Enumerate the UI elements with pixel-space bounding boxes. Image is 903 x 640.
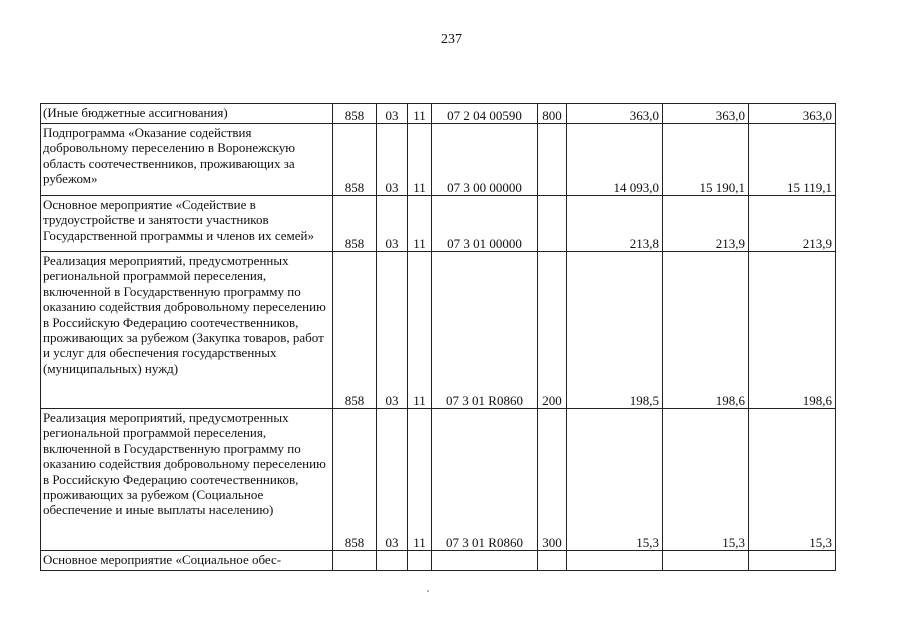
row-name: Подпрограмма «Оказание содействия добровольному переселению в Воронежскую область соотечественников, проживающих за рубежом» xyxy=(41,124,333,196)
row-year2: 213,9 xyxy=(663,196,749,252)
row-year1 xyxy=(567,551,663,571)
row-csr: 07 3 01 R0860 xyxy=(432,252,538,409)
row-vr xyxy=(538,551,567,571)
row-year3: 15,3 xyxy=(749,409,836,551)
row-year1: 14 093,0 xyxy=(567,124,663,196)
row-vr: 300 xyxy=(538,409,567,551)
row-year2: 363,0 xyxy=(663,104,749,124)
row-year3 xyxy=(749,551,836,571)
row-rz: 03 xyxy=(377,252,408,409)
row-pr: 11 xyxy=(408,252,432,409)
row-rz: 03 xyxy=(377,124,408,196)
row-gr: 858 xyxy=(333,196,377,252)
row-csr: 07 3 01 00000 xyxy=(432,196,538,252)
row-rz: 03 xyxy=(377,104,408,124)
row-vr: 200 xyxy=(538,252,567,409)
row-year1: 213,8 xyxy=(567,196,663,252)
table-row xyxy=(41,104,836,124)
row-year3: 363,0 xyxy=(749,104,836,124)
row-year3: 213,9 xyxy=(749,196,836,252)
page-number: 237 xyxy=(441,32,462,47)
row-name: Основное мероприятие «Социальное обес- xyxy=(41,551,333,571)
row-year3: 15 119,1 xyxy=(749,124,836,196)
row-gr xyxy=(333,551,377,571)
row-pr: 11 xyxy=(408,124,432,196)
row-csr xyxy=(432,551,538,571)
table-row xyxy=(41,124,836,196)
row-name: Реализация мероприятий, предусмотренных региональной программой переселения, включенной в Государственную программу по оказанию содействия добровольному переселению в Российскую Федерацию соотечественников, проживающих за рубежом (Социальное обеспечение и иные выплаты населению) xyxy=(41,409,333,551)
row-vr xyxy=(538,196,567,252)
row-year2 xyxy=(663,551,749,571)
row-pr: 11 xyxy=(408,409,432,551)
row-gr: 858 xyxy=(333,252,377,409)
row-year2: 198,6 xyxy=(663,252,749,409)
budget-table xyxy=(40,103,836,571)
row-name: Основное мероприятие «Содействие в трудоустройстве и занятости участников Государственной программы и членов их семей» xyxy=(41,196,333,252)
row-vr xyxy=(538,124,567,196)
row-name: (Иные бюджетные ассигнования) xyxy=(41,104,333,124)
row-year1: 198,5 xyxy=(567,252,663,409)
row-year2: 15 190,1 xyxy=(663,124,749,196)
row-pr: 11 xyxy=(408,196,432,252)
row-csr: 07 3 01 R0860 xyxy=(432,409,538,551)
table-row xyxy=(41,409,836,551)
row-rz: 03 xyxy=(377,196,408,252)
row-pr xyxy=(408,551,432,571)
row-gr: 858 xyxy=(333,124,377,196)
row-csr: 07 2 04 00590 xyxy=(432,104,538,124)
row-year2: 15,3 xyxy=(663,409,749,551)
row-year3: 198,6 xyxy=(749,252,836,409)
row-gr: 858 xyxy=(333,409,377,551)
row-year1: 15,3 xyxy=(567,409,663,551)
table-row xyxy=(41,551,836,571)
row-gr: 858 xyxy=(333,104,377,124)
scan-speck xyxy=(427,590,429,592)
row-rz: 03 xyxy=(377,409,408,551)
row-name: Реализация мероприятий, предусмотренных региональной программой переселения, включенной в Государственную программу по оказанию содействия добровольному переселению в Российскую Федерацию соотечественников, проживающих за рубежом (Закупка товаров, работ и услуг для обеспечения государственных (муниципальных) нужд) xyxy=(41,252,333,409)
row-csr: 07 3 00 00000 xyxy=(432,124,538,196)
table-row xyxy=(41,252,836,409)
row-vr: 800 xyxy=(538,104,567,124)
table-row xyxy=(41,196,836,252)
row-year1: 363,0 xyxy=(567,104,663,124)
row-pr: 11 xyxy=(408,104,432,124)
row-rz xyxy=(377,551,408,571)
